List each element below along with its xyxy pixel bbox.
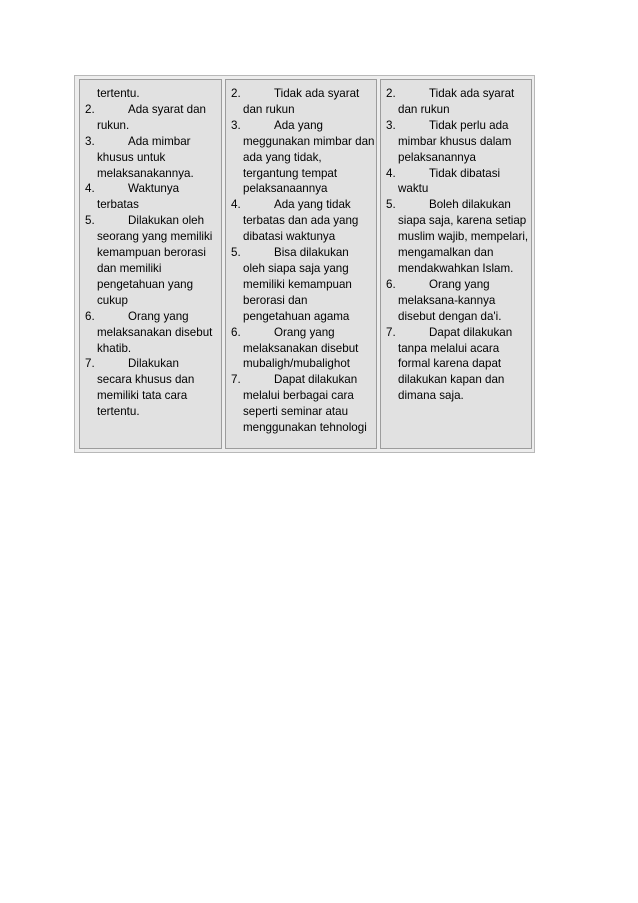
list-item xyxy=(85,213,221,308)
item-rest: rukun. xyxy=(97,118,130,132)
item-number: 4. xyxy=(231,198,241,212)
item-rest: melaksana-kannya disebut dengan da'i. xyxy=(398,293,502,323)
list-item xyxy=(386,86,530,118)
item-rest: melalui berbagai cara seperti seminar atau menggunakan tehnologi xyxy=(243,389,367,435)
item-number: 4. xyxy=(85,182,95,196)
item-number: 7. xyxy=(231,373,241,387)
item-rest: dan rukun xyxy=(398,102,450,116)
list-item xyxy=(85,356,221,420)
item-number: 3. xyxy=(85,134,95,148)
item-rest: dan rukun xyxy=(243,102,295,116)
list-item xyxy=(231,197,375,245)
item-number: 3. xyxy=(231,118,241,132)
item-number: 5. xyxy=(386,198,396,212)
item-first-line: Boleh dilakukan xyxy=(429,198,511,212)
item-first-line: Waktunya xyxy=(128,182,180,196)
item-first-line: Dilakukan xyxy=(128,357,179,371)
item-number: 2. xyxy=(231,87,241,100)
item-first-line: Dilakukan oleh xyxy=(128,214,205,228)
item-number: 6. xyxy=(85,309,95,323)
list-item xyxy=(386,118,530,166)
comparison-table xyxy=(74,75,535,453)
item-rest: tanpa melalui acara formal karena dapat dilakukan kapan dan dimana saja. xyxy=(398,341,505,403)
list-item xyxy=(85,102,221,134)
table-cell-dakwah xyxy=(380,79,532,449)
item-rest: secara khusus dan memiliki tata cara tertentu. xyxy=(97,373,195,419)
item-first-line: Tidak ada syarat xyxy=(274,87,360,100)
table-cell-ceramah xyxy=(225,79,377,449)
item-rest: oleh siapa saja yang memiliki kemampuan berorasi dan pengetahuan agama xyxy=(243,261,352,323)
cell-text xyxy=(231,86,375,436)
item-number: 4. xyxy=(386,166,396,180)
table-cell-khutbah xyxy=(79,79,222,449)
item-number: 5. xyxy=(85,214,95,228)
list-item xyxy=(85,134,221,182)
item-number: 3. xyxy=(386,118,396,132)
item-rest: meggunakan mimbar dan ada yang tidak, tergantung tempat pelaksanaannya xyxy=(243,134,375,196)
list-item xyxy=(231,245,375,325)
item-rest: mimbar khusus dalam pelaksanannya xyxy=(398,134,512,164)
list-item xyxy=(386,325,530,405)
item-first-line: Ada yang xyxy=(274,118,323,132)
item-first-line: Orang yang xyxy=(128,309,189,323)
cell-text xyxy=(85,86,221,420)
list-item xyxy=(231,118,375,198)
list-item xyxy=(231,325,375,373)
item-number: 7. xyxy=(386,325,396,339)
list-item xyxy=(85,309,221,357)
list-item xyxy=(85,181,221,213)
item-first-line: Ada mimbar xyxy=(128,134,191,148)
item-first-line: Bisa dilakukan xyxy=(274,246,349,260)
item-rest: waktu xyxy=(398,182,429,196)
item-first-line: Orang yang xyxy=(429,277,490,291)
list-item xyxy=(386,166,530,198)
item-first-line: Tidak ada syarat xyxy=(429,87,515,100)
list-item xyxy=(386,277,530,325)
item-number: 5. xyxy=(231,246,241,260)
item-rest: seorang yang memiliki kemampuan berorasi dan memiliki pengetahuan yang cukup xyxy=(97,230,213,307)
item-first-line: Dapat dilakukan xyxy=(429,325,513,339)
item-first-line: Dapat dilakukan xyxy=(274,373,358,387)
item-rest: terbatas dan ada yang dibatasi waktunya xyxy=(243,214,359,244)
item-rest: melaksanakan disebut khatib. xyxy=(97,325,213,355)
item-rest: melaksanakan disebut mubaligh/mubalighot xyxy=(243,341,359,371)
item-first-line: Orang yang xyxy=(274,325,335,339)
item-number: 2. xyxy=(85,102,95,116)
item-first-line: Tidak dibatasi xyxy=(429,166,501,180)
continuation-text: tertentu. xyxy=(97,87,140,100)
item-rest: khusus untuk melaksanakannya. xyxy=(97,150,194,180)
item-rest: siapa saja, karena setiap muslim wajib, mempelari, mengamalkan dan mendakwahkan Islam. xyxy=(398,214,529,275)
list-item xyxy=(231,86,375,118)
item-number: 6. xyxy=(386,277,396,291)
item-first-line: Tidak perlu ada xyxy=(429,118,509,132)
item-number: 2. xyxy=(386,87,396,100)
item-first-line: Ada syarat dan xyxy=(128,102,206,116)
list-item xyxy=(386,197,530,277)
item-number: 7. xyxy=(85,357,95,371)
list-item xyxy=(231,372,375,436)
item-number: 6. xyxy=(231,325,241,339)
item-rest: terbatas xyxy=(97,198,139,212)
item-first-line: Ada yang tidak xyxy=(274,198,351,212)
cell-text xyxy=(386,86,530,404)
